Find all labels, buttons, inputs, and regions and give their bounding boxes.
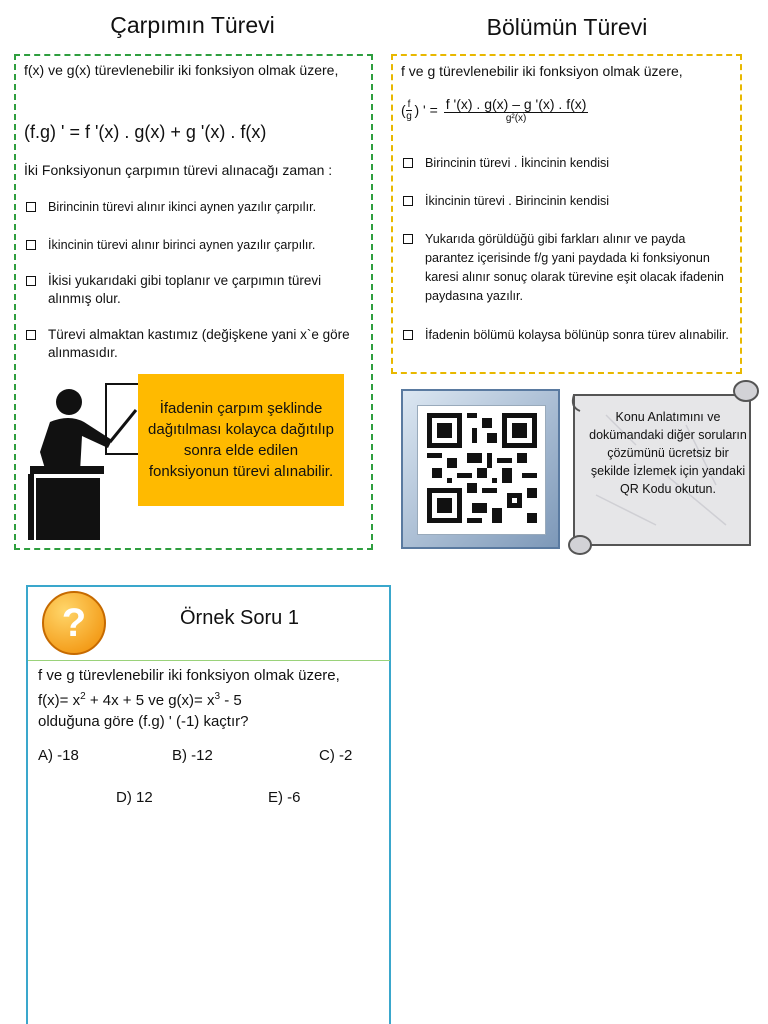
quotient-item-2: İkincinin türevi . Birincinin kendisi [401,192,731,210]
right-title: Bölümün Türevi [486,14,648,40]
qr-code-icon[interactable] [427,413,537,523]
product-formula: (f.g) ' = f '(x) . g(x) + g '(x) . f(x) [24,122,267,142]
product-item-4: Türevi almaktan kastımız (değişkene yani x`e göre alınmasıdır. [24,326,354,362]
option-b[interactable]: B) -12 [172,747,213,764]
product-item-3: İkisi yukarıdaki gibi toplanır ve çarpımın türevi alınmış olur. [24,272,354,308]
checkbox-icon [26,276,36,286]
product-item-1: Birincinin türevi alınır ikinci aynen yazılır çarpılır. [24,198,364,216]
checkbox-icon [403,196,413,206]
option-e[interactable]: E) -6 [268,789,301,806]
question-text: f ve g türevlenebilir iki fonksiyon olmak üzere, $f(x)= x^2 + 4x + 5$ ve $g(x)= x^3 - 5$ olduğuna göre (f.g) ' (-1) kaçtır? [38,667,340,730]
quotient-intro: f ve g türevlenebilir iki fonksiyon olmak üzere, [401,63,683,79]
checkbox-icon [403,330,413,340]
option-c[interactable]: C) -2 [319,747,353,764]
option-a[interactable]: A) -18 [38,747,79,764]
checkbox-icon [403,234,413,244]
quotient-rule-box [391,54,742,374]
quotient-item-1: Birincinin türevi . İkincinin kendisi [401,154,731,172]
product-item-2: İkincinin türevi alınır birinci aynen yazılır çarpılır. [24,236,364,254]
product-intro: f(x) ve g(x) türevlenebilir iki fonksiyon olmak üzere, [24,62,339,78]
title-divider [28,660,390,661]
quotient-formula: ( $\frac{f}{g}$ ) ' = $\frac{f '(x) . g(x) - g '(x) . f(x)}{\text{g²(x)}}$ [401,96,587,124]
left-title: Çarpımın Türevi [110,12,275,38]
product-note: İfadenin çarpım şeklinde dağıtılması kolayca dağıtılıp sonra elde edilen fonksiyonun türevi alınabilir. [138,374,344,506]
teacher-icon [24,382,150,542]
product-rule-box [14,54,373,550]
checkbox-icon [26,202,36,212]
product-lead: İki Fonksiyonun çarpımın türevi alınacağı zaman : [24,162,333,178]
example-box [26,585,391,1024]
checkbox-icon [403,158,413,168]
example-title: Örnek Soru 1 [180,607,299,629]
option-d[interactable]: D) 12 [116,789,153,806]
quotient-item-3: Yukarıda görüldüğü gibi farkları alınır ve payda parantez içerisinde f/g yani paydada ki fonksiyonun karesi alınır sonuç olarak türevine eşit olacak ifadenin paydasına yazılır. [401,230,731,306]
qr-note: Konu Anlatımını ve dokümandaki diğer soruların çözümünü ücretsiz bir şekilde İzlemek için yandaki QR Kodu okutun. [589,410,747,496]
checkbox-icon [26,330,36,340]
checkbox-icon [26,240,36,250]
quotient-item-4: İfadenin bölümü kolaysa bölünüp sonra türev alınabilir. [401,326,731,345]
qr-frame [401,389,560,549]
question-icon: ? [42,591,106,655]
